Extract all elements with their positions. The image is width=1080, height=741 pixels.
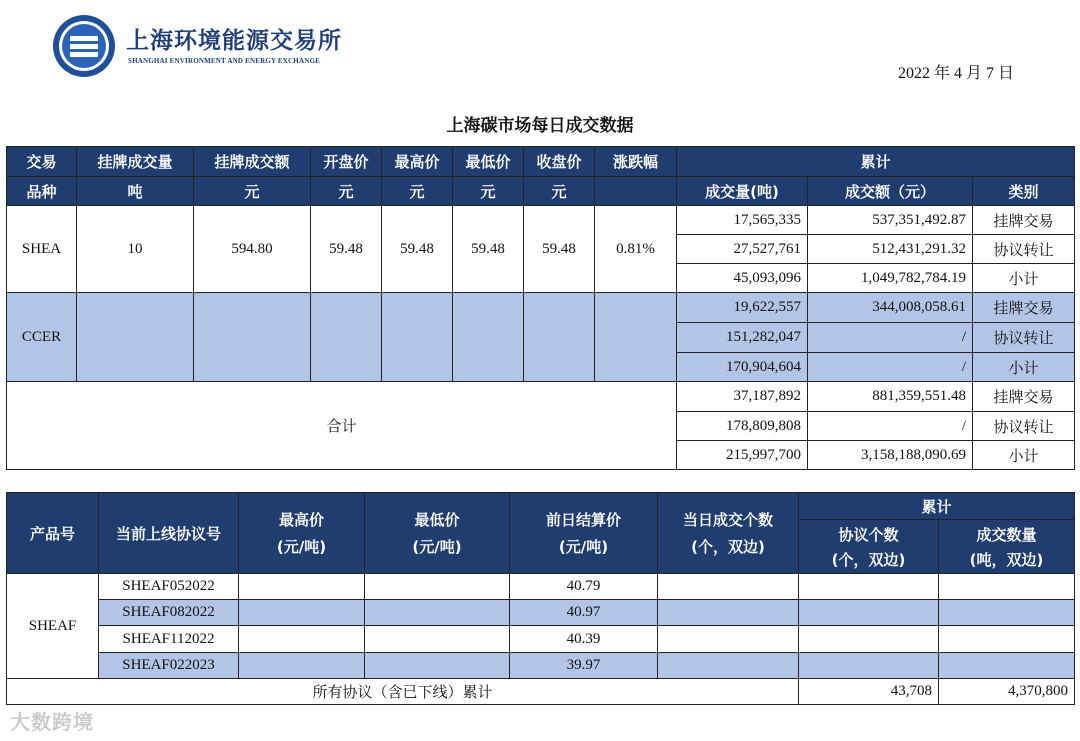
header-high: 最高价	[382, 147, 453, 177]
shea-listed-amount: 594.80	[194, 206, 311, 293]
report-date: 2022 年 4 月 7 日	[898, 65, 1015, 82]
contract-no: SHEAF112022	[99, 626, 239, 653]
org-name-en: SHANGHAI ENVIRONMENT AND ENERGY EXCHANGE	[128, 57, 320, 65]
header-settle-price	[510, 493, 658, 574]
total-amount: 3,158,188,090.69	[808, 441, 973, 470]
unit-yuan: 元	[524, 177, 595, 206]
header-contract-no: 当前上线协议号	[99, 493, 239, 574]
unit-yuan: 元	[311, 177, 382, 206]
header-category: 类别	[973, 177, 1075, 206]
shea-category: 小计	[973, 264, 1075, 293]
ccer-empty-cell	[524, 293, 595, 382]
futures-agreement-table	[6, 492, 1075, 705]
total-amount: 881,359,551.48	[808, 382, 973, 412]
header-cum-volume: 成交量(吨)	[677, 177, 808, 206]
ccer-amount: /	[808, 323, 973, 353]
shea-high: 59.48	[382, 206, 453, 293]
header-high-unit: (元/吨)	[276, 538, 327, 556]
ccer-amount: /	[808, 353, 973, 382]
total-label: 合计	[7, 382, 677, 470]
ccer-volume: 151,282,047	[677, 323, 808, 353]
header-deal-volume-label: 成交数量	[976, 525, 1037, 544]
deal-volume	[939, 600, 1075, 626]
unit-yuan: 元	[453, 177, 524, 206]
high-price	[239, 574, 365, 600]
high-price	[239, 653, 365, 679]
page-title: 上海碳市场每日成交数据	[446, 116, 634, 136]
shea-low: 59.48	[453, 206, 524, 293]
header-settle-unit: (元/吨)	[558, 538, 609, 556]
total-category: 挂牌交易	[973, 382, 1075, 412]
low-price	[365, 626, 510, 653]
ccer-empty-cell	[77, 293, 194, 382]
ccer-empty-cell	[311, 293, 382, 382]
header-close: 收盘价	[524, 147, 595, 177]
header-high-label: 最高价	[278, 511, 324, 529]
contract-no: SHEAF022023	[99, 653, 239, 679]
header-deal-volume	[939, 520, 1075, 574]
shea-listed-volume: 10	[77, 206, 194, 293]
settle-price: 40.97	[510, 600, 658, 626]
ccer-empty-cell	[595, 293, 677, 382]
day-count	[658, 626, 799, 653]
shea-amount: 512,431,291.32	[808, 235, 973, 264]
header-cumulative: 累计	[677, 147, 1075, 177]
product-shea: SHEA	[7, 206, 77, 293]
header-change-blank	[595, 177, 677, 206]
shea-volume: 45,093,096	[677, 264, 808, 293]
contract-no: SHEAF082022	[99, 600, 239, 626]
header-high-price	[239, 493, 365, 574]
total-amount: /	[808, 412, 973, 441]
total-category: 协议转让	[973, 412, 1075, 441]
settle-price: 40.39	[510, 626, 658, 653]
high-price	[239, 626, 365, 653]
header-listed-amount: 挂牌成交额	[194, 147, 311, 177]
org-name-cn: 上海环境能源交易所	[126, 27, 342, 54]
header-low: 最低价	[453, 147, 524, 177]
total-category: 小计	[973, 441, 1075, 470]
total-volume: 178,809,808	[677, 412, 808, 441]
total-volume: 215,997,700	[677, 441, 808, 470]
agreement-count	[799, 653, 939, 679]
header-day-count	[658, 493, 799, 574]
deal-volume	[939, 574, 1075, 600]
ccer-volume: 19,622,557	[677, 293, 808, 323]
agreement-count	[799, 600, 939, 626]
header-day-count-label: 当日成交个数	[682, 511, 773, 529]
header-open: 开盘价	[311, 147, 382, 177]
low-price	[365, 653, 510, 679]
low-price	[365, 600, 510, 626]
ccer-category: 小计	[973, 353, 1075, 382]
header-agreement-count-label: 协议个数	[838, 525, 899, 544]
header-product-no: 产品号	[7, 493, 99, 574]
watermark: 大数跨境	[10, 710, 94, 734]
header-deal-volume-unit: (吨，双边)	[969, 550, 1044, 569]
high-price	[239, 600, 365, 626]
header-cumulative-2: 累计	[799, 493, 1075, 520]
footer-agreement-count: 43,708	[799, 679, 939, 705]
header-cum-amount: 成交额（元）	[808, 177, 973, 206]
shea-amount: 537,351,492.87	[808, 206, 973, 235]
header-day-count-unit: (个，双边)	[691, 538, 765, 556]
low-price	[365, 574, 510, 600]
settle-price: 39.97	[510, 653, 658, 679]
agreement-count	[799, 626, 939, 653]
header-agreement-count	[799, 520, 939, 574]
unit-yuan: 元	[382, 177, 453, 206]
ccer-category: 协议转让	[973, 323, 1075, 353]
shea-open: 59.48	[311, 206, 382, 293]
day-count	[658, 574, 799, 600]
header-low-label: 最低价	[414, 511, 460, 529]
unit-ton: 吨	[77, 177, 194, 206]
header-low-price	[365, 493, 510, 574]
header-product: 交易	[7, 147, 77, 177]
header-low-unit: (元/吨)	[412, 538, 462, 556]
daily-trading-table	[6, 146, 1075, 470]
settle-price: 40.79	[510, 574, 658, 600]
ccer-empty-cell	[453, 293, 524, 382]
exchange-logo-icon	[52, 14, 116, 78]
deal-volume	[939, 653, 1075, 679]
product-sheaf: SHEAF	[7, 574, 99, 679]
header-listed-volume: 挂牌成交量	[77, 147, 194, 177]
contract-no: SHEAF052022	[99, 574, 239, 600]
ccer-category: 挂牌交易	[973, 293, 1075, 323]
header-agreement-count-unit: (个，双边)	[831, 550, 906, 569]
shea-amount: 1,049,782,784.19	[808, 264, 973, 293]
day-count	[658, 600, 799, 626]
shea-volume: 27,527,761	[677, 235, 808, 264]
shea-category: 协议转让	[973, 235, 1075, 264]
shea-category: 挂牌交易	[973, 206, 1075, 235]
ccer-amount: 344,008,058.61	[808, 293, 973, 323]
shea-change: 0.81%	[595, 206, 677, 293]
header-settle-label: 前日结算价	[545, 511, 621, 529]
footer-cumulative-label: 所有协议（含已下线）累计	[7, 679, 799, 705]
day-count	[658, 653, 799, 679]
header-change: 涨跌幅	[595, 147, 677, 177]
deal-volume	[939, 626, 1075, 653]
ccer-empty-cell	[194, 293, 311, 382]
agreement-count	[799, 574, 939, 600]
header-product-2: 品种	[7, 177, 77, 206]
total-volume: 37,187,892	[677, 382, 808, 412]
shea-close: 59.48	[524, 206, 595, 293]
unit-yuan: 元	[194, 177, 311, 206]
shea-volume: 17,565,335	[677, 206, 808, 235]
product-ccer: CCER	[7, 293, 77, 382]
ccer-volume: 170,904,604	[677, 353, 808, 382]
footer-deal-volume: 4,370,800	[939, 679, 1075, 705]
ccer-empty-cell	[382, 293, 453, 382]
